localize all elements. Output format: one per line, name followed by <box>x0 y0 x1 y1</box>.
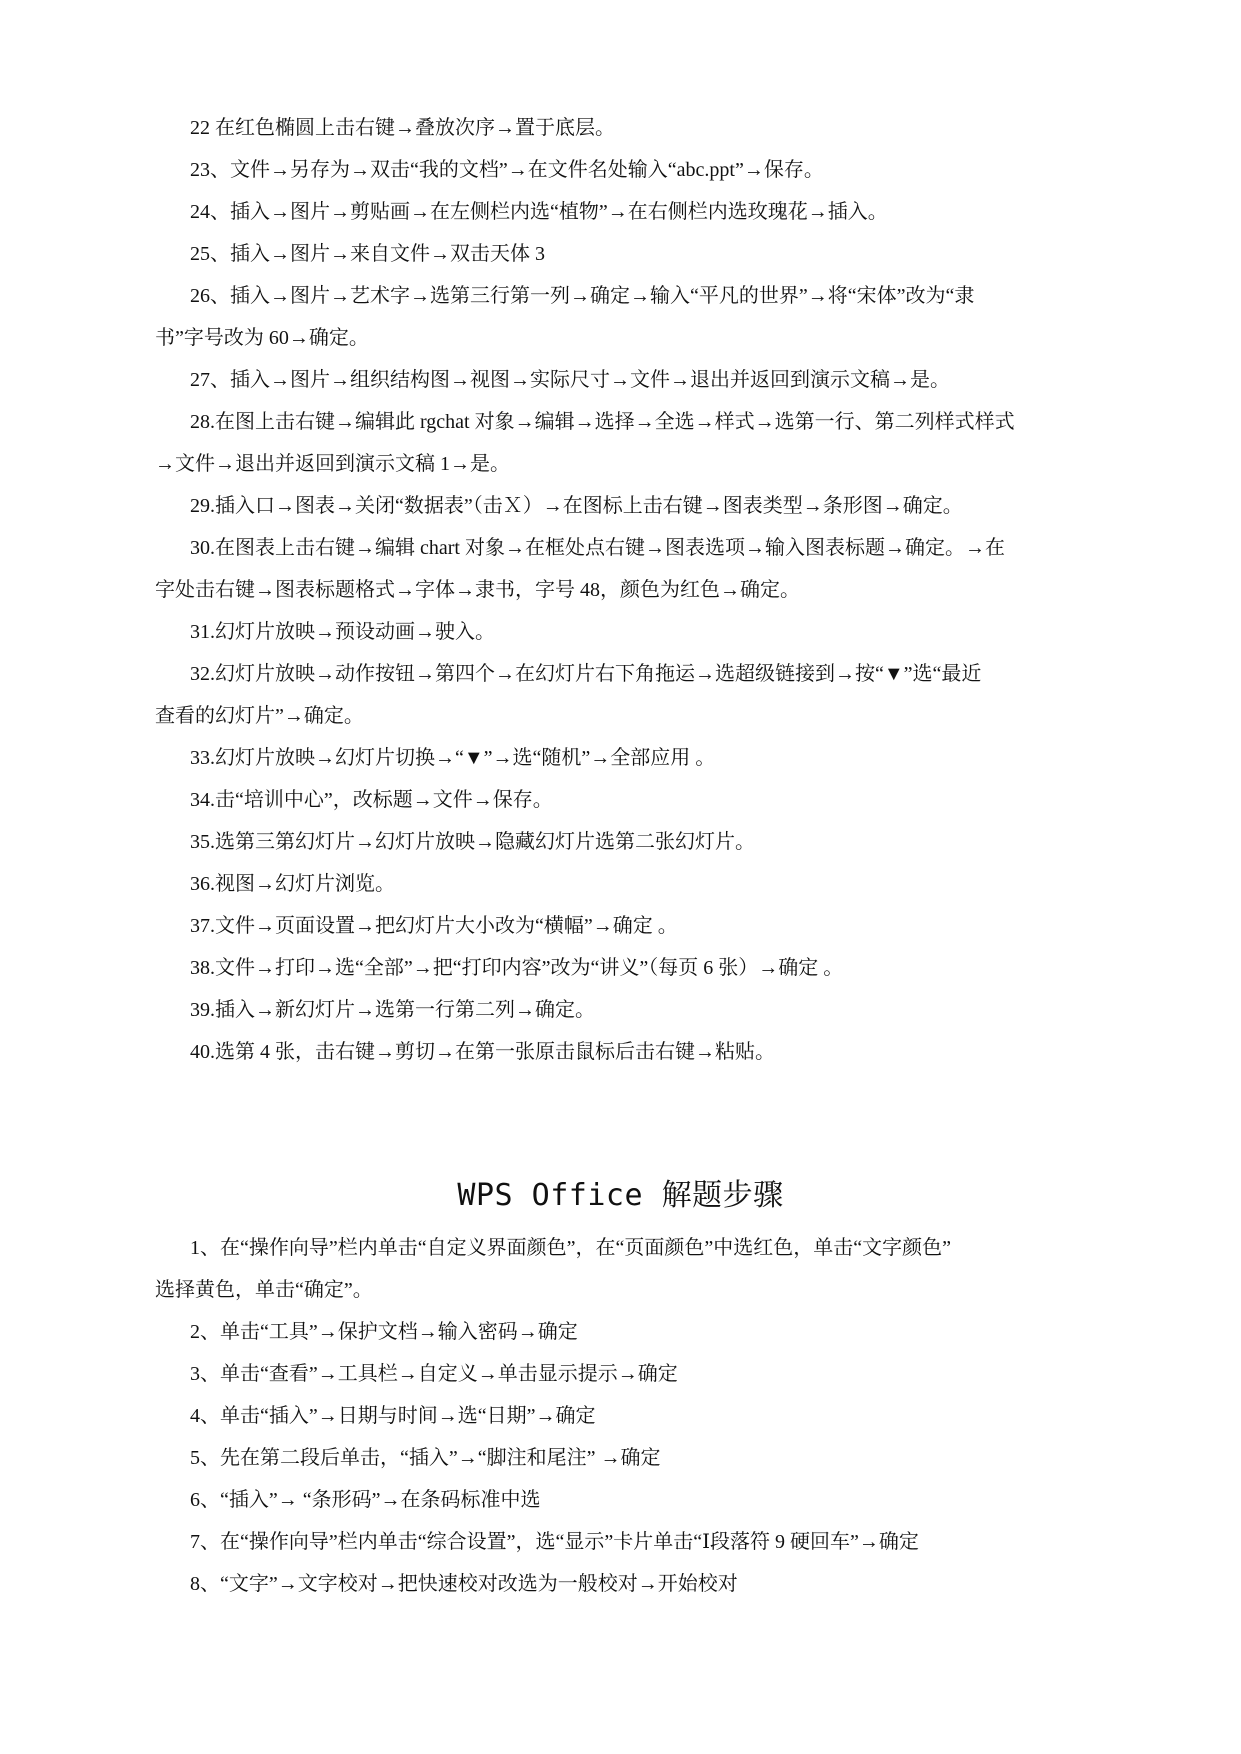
wps-section-heading: WPS Office 解题步骤 <box>457 1178 784 1213</box>
step-line: 30.在图表上击右键→编辑 chart 对象→在框处点右键→图表选项→输入图表标题→确定。→在 <box>190 537 1005 559</box>
step-line: 5、先在第二段后单击，“插入”→“脚注和尾注” →确定 <box>190 1447 661 1469</box>
ppt-step-18 <box>155 989 1090 1031</box>
wps-step-7 <box>155 1521 1090 1563</box>
step-line: 35.选第三第幻灯片→幻灯片放映→隐藏幻灯片选第二张幻灯片。 <box>190 831 755 853</box>
step-line: 书”字号改为 60→确定。 <box>155 327 369 349</box>
ppt-step-14 <box>155 821 1090 863</box>
ppt-step-7 <box>155 401 1090 485</box>
step-line: 37.文件→页面设置→把幻灯片大小改为“横幅”→确定 。 <box>190 915 678 937</box>
step-line: 6、“插入”→ “条形码”→在条码标准中选 <box>190 1489 541 1511</box>
ppt-step-5 <box>155 275 1090 359</box>
step-line: 39.插入→新幻灯片→选第一行第二列→确定。 <box>190 999 595 1021</box>
step-line: 28.在图上击右键→编辑此 rgchat 对象→编辑→选择→全选→样式→选第一行、第二列样式样式 <box>190 411 1015 433</box>
ppt-step-6 <box>155 359 1090 401</box>
step-line: 选择黄色，单击“确定”。 <box>155 1279 373 1301</box>
wps-step-2 <box>155 1311 1090 1353</box>
wps-steps-list <box>155 1227 1090 1605</box>
step-line: 31.幻灯片放映→预设动画→驶入。 <box>190 621 495 643</box>
step-line: 32.幻灯片放映→动作按钮→第四个→在幻灯片右下角拖运→选超级链接到→按“▼”选“最近 <box>190 663 982 685</box>
wps-step-5 <box>155 1437 1090 1479</box>
step-line: 33.幻灯片放映→幻灯片切换→“▼”→选“随机”→全部应用 。 <box>190 747 716 769</box>
step-line: 24、插入→图片→剪贴画→在左侧栏内选“植物”→在右侧栏内选玫瑰花→插入。 <box>190 201 888 223</box>
ppt-step-4 <box>155 233 1090 275</box>
ppt-step-1 <box>155 107 1090 149</box>
step-line: 40.选第 4 张，击右键→剪切→在第一张原击鼠标后击右键→粘贴。 <box>190 1041 775 1063</box>
ppt-step-16 <box>155 905 1090 947</box>
step-line: 8、“文字”→文字校对→把快速校对改选为一般校对→开始校对 <box>190 1573 738 1595</box>
step-line: 26、插入→图片→艺术字→选第三行第一列→确定→输入“平凡的世界”→将“宋体”改为“隶 <box>190 285 975 307</box>
ppt-step-12 <box>155 737 1090 779</box>
ppt-step-15 <box>155 863 1090 905</box>
ppt-step-3 <box>155 191 1090 233</box>
wps-step-4 <box>155 1395 1090 1437</box>
step-line: 36.视图→幻灯片浏览。 <box>190 873 395 895</box>
step-line: 29.插入口→图表→关闭“数据表”（击Ｘ）→在图标上击右键→图表类型→条形图→确定。 <box>190 495 963 517</box>
step-line: 字处击右键→图表标题格式→字体→隶书，字号 48，颜色为红色→确定。 <box>155 579 800 601</box>
step-line: 25、插入→图片→来自文件→双击天体 3 <box>190 243 545 265</box>
ppt-step-11 <box>155 653 1090 737</box>
wps-step-6 <box>155 1479 1090 1521</box>
wps-step-1 <box>155 1227 1090 1311</box>
step-line: 查看的幻灯片”→确定。 <box>155 705 364 727</box>
step-line: 38.文件→打印→选“全部”→把“打印内容”改为“讲义”（每页 6 张）→确定 。 <box>190 957 844 979</box>
ppt-step-10 <box>155 611 1090 653</box>
step-line: 3、单击“查看”→工具栏→自定义→单击显示提示→确定 <box>190 1363 678 1385</box>
step-line: →文件→退出并返回到演示文稿 1→是。 <box>155 453 510 475</box>
wps-step-3 <box>155 1353 1090 1395</box>
wps-step-8 <box>155 1563 1090 1605</box>
ppt-step-19 <box>155 1031 1090 1073</box>
step-line: 22 在红色椭圆上击右键→叠放次序→置于底层。 <box>190 117 615 139</box>
step-line: 2、单击“工具”→保护文档→输入密码→确定 <box>190 1321 578 1343</box>
step-line: 4、单击“插入”→日期与时间→选“日期”→确定 <box>190 1405 596 1427</box>
ppt-step-2 <box>155 149 1090 191</box>
ppt-steps-list <box>155 107 1090 1073</box>
ppt-step-8 <box>155 485 1090 527</box>
step-line: 7、在“操作向导”栏内单击“综合设置”，选“显示”卡片单击“Ⅰ段落符 9 硬回车”→确定 <box>190 1531 919 1553</box>
step-line: 1、在“操作向导”栏内单击“自定义界面颜色”，在“页面颜色”中选红色，单击“文字颜色” <box>190 1237 952 1259</box>
ppt-step-17 <box>155 947 1090 989</box>
step-line: 34.击“培训中心”，改标题→文件→保存。 <box>190 789 553 811</box>
step-line: 27、插入→图片→组织结构图→视图→实际尺寸→文件→退出并返回到演示文稿→是。 <box>190 369 950 391</box>
step-line: 23、文件→另存为→双击“我的文档”→在文件名处输入“abc.ppt”→保存。 <box>190 159 824 181</box>
ppt-step-13 <box>155 779 1090 821</box>
ppt-step-9 <box>155 527 1090 611</box>
